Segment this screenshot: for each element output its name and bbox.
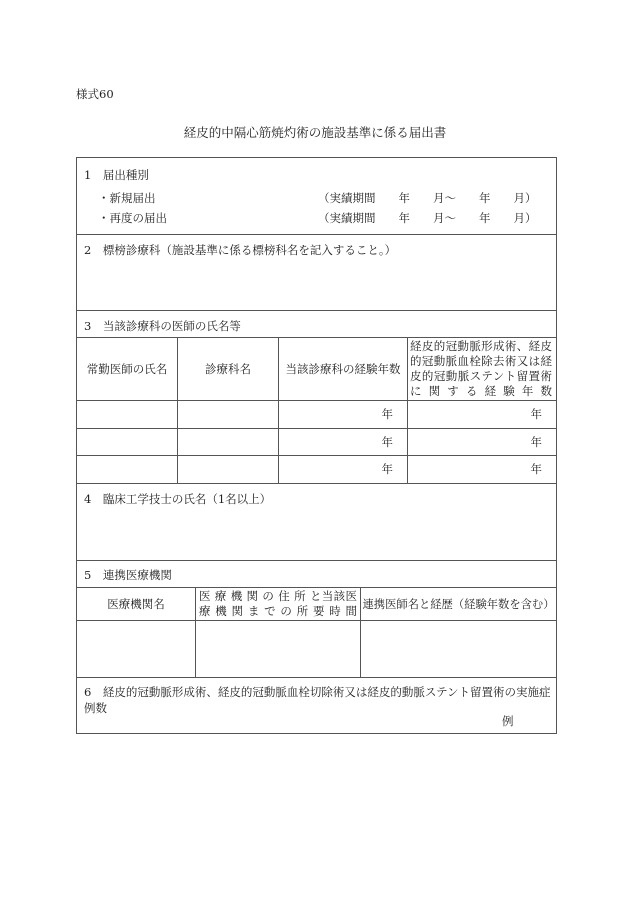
section6-heading: 6 経皮的冠動脈形成術、経皮的冠動脈血栓切除術又は経皮的動脈ステント留置術の実施症例数 [84,685,551,715]
form-number: 様式60 [76,87,114,101]
unit-cases: 例 [502,714,514,728]
new-filing-period: （実績期間 年 月～ 年 月） [318,191,537,205]
unit-year: 年 [530,434,542,449]
col-dept-experience: 当該診療科の経験年数 [285,361,401,376]
new-filing-label: ・新規届出 [98,191,156,205]
col-department: 診療科名 [205,361,251,376]
unit-year: 年 [530,462,542,476]
col-institution-address: 医 療 機 関 の 住 所 と当該医療機関までの所要時間 [199,589,357,618]
col-institution-name: 医療機関名 [107,596,165,611]
section4-heading: 4 臨床工学技士の氏名（1名以上） [84,492,272,506]
department-field[interactable] [77,258,556,309]
col-doctor-name: 常勤医師の氏名 [86,361,168,376]
section1-heading: 1 届出種別 [84,168,149,182]
technician-field[interactable] [77,508,556,559]
refiling-label: ・再度の届出 [98,211,167,225]
unit-year: 年 [381,407,393,421]
section3-heading: 3 当該診療科の医師の氏名等 [84,319,241,333]
page-title: 経皮的中隔心筋焼灼術の施設基準に係る届出書 [183,125,447,140]
unit-year: 年 [381,462,393,476]
unit-year: 年 [530,407,542,421]
section5-heading: 5 連携医療機関 [84,568,172,582]
unit-year: 年 [381,434,393,449]
refiling-period: （実績期間 年 月～ 年 月） [318,211,537,225]
col-procedure-experience: 経皮的冠動脈形成術、経皮的冠動脈血栓除去術又は経皮的冠動脈ステント留置術に関する経験年数 [410,339,552,398]
col-partner-doctor: 連携医師名と経歴（経験年数を含む） [362,597,555,611]
section2-heading: 2 標榜診療科（施設基準に係る標榜科名を記入すること。） [84,243,397,257]
